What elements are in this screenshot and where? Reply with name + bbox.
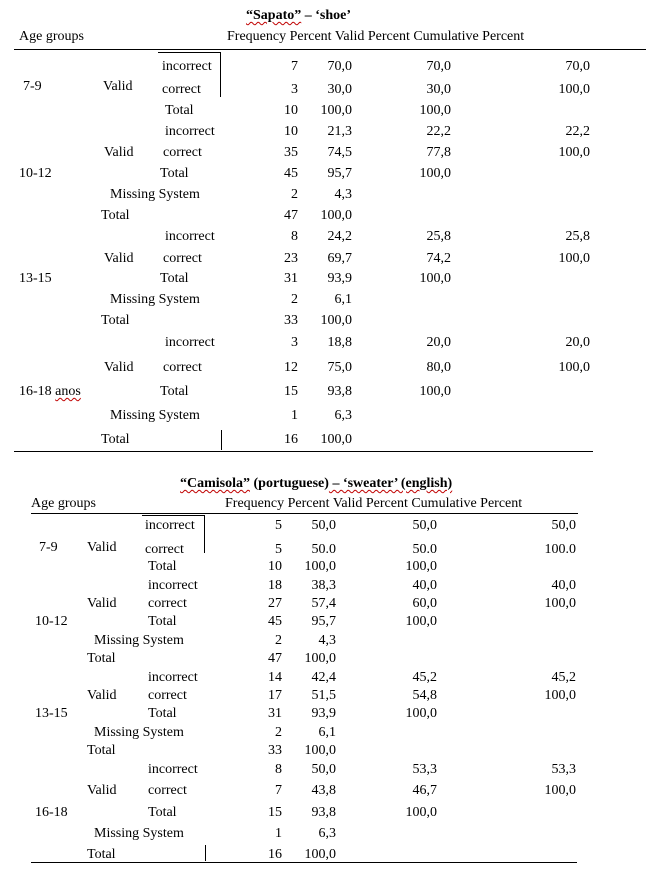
cumulative-percent-cell: 45,2: [551, 670, 576, 685]
category-label: Total: [148, 559, 177, 574]
valid-percent-cell: 80,0: [426, 360, 451, 375]
percent-cell: 100,0: [304, 559, 336, 574]
status-label: Total: [101, 208, 130, 223]
title-word: “Sapato”: [246, 8, 302, 23]
category-label: Missing System: [94, 633, 184, 648]
percent-cell: 38,3: [311, 578, 336, 593]
cumulative-percent-cell: 100,0: [558, 251, 590, 266]
frequency-cell: 5: [275, 518, 282, 533]
valid-percent-cell: 46,7: [412, 783, 437, 798]
percent-cell: 6,3: [318, 826, 336, 841]
valid-percent-cell: 100,0: [419, 271, 451, 286]
category-label: correct: [162, 82, 201, 97]
category-label: Total: [148, 614, 177, 629]
cell-divider: [220, 52, 221, 97]
cumulative-percent-cell: 22,2: [565, 124, 590, 139]
status-label: Total: [101, 313, 130, 328]
percent-cell: 4,3: [334, 187, 352, 202]
category-label: incorrect: [165, 229, 215, 244]
percent-cell: 100,0: [304, 743, 336, 758]
percent-cell: 95,7: [311, 614, 336, 629]
title-language: (portuguese): [250, 476, 329, 491]
valid-percent-cell: 54,8: [412, 688, 437, 703]
frequency-cell: 3: [291, 82, 298, 97]
status-label: Total: [87, 651, 116, 666]
category-label: incorrect: [145, 518, 195, 533]
status-label: Valid: [104, 145, 134, 160]
frequency-cell: 16: [284, 432, 298, 447]
table-title: [180, 476, 452, 492]
age-group-label: 10-12: [19, 166, 52, 181]
percent-cell: 93,8: [311, 805, 336, 820]
frequency-cell: 33: [268, 743, 282, 758]
valid-percent-cell: 100,0: [419, 384, 451, 399]
frequency-cell: 15: [284, 384, 298, 399]
frequency-cell: 16: [268, 847, 282, 862]
cumulative-percent-cell: 100,0: [558, 145, 590, 160]
valid-percent-cell: 22,2: [426, 124, 451, 139]
cumulative-percent-cell: 40,0: [551, 578, 576, 593]
frequency-cell: 47: [284, 208, 298, 223]
percent-cell: 100,0: [304, 847, 336, 862]
category-label: Total: [160, 166, 189, 181]
cumulative-percent-cell: 70,0: [565, 59, 590, 74]
bottom-rule: [14, 451, 593, 452]
frequency-cell: 12: [284, 360, 298, 375]
percent-cell: 69,7: [327, 251, 352, 266]
category-label: Missing System: [94, 826, 184, 841]
percent-cell: 21,3: [327, 124, 352, 139]
category-label: correct: [148, 596, 187, 611]
cumulative-percent-cell: 53,3: [551, 762, 576, 777]
percent-cell: 18,8: [327, 335, 352, 350]
percent-cell: 6,1: [334, 292, 352, 307]
title-translation: – ‘shoe’: [301, 8, 352, 23]
valid-percent-cell: 100,0: [419, 103, 451, 118]
category-label: correct: [148, 688, 187, 703]
cell-rule: [142, 515, 205, 516]
valid-percent-cell: 20,0: [426, 335, 451, 350]
percent-cell: 100,0: [320, 313, 352, 328]
category-label: Missing System: [110, 187, 200, 202]
percent-cell: 6,1: [318, 725, 336, 740]
category-label: incorrect: [148, 578, 198, 593]
category-label: incorrect: [148, 670, 198, 685]
valid-percent-cell: 50.0: [412, 542, 437, 557]
valid-percent-cell: 77,8: [426, 145, 451, 160]
category-label: correct: [163, 360, 202, 375]
header-rule: [31, 513, 578, 514]
status-label: Valid: [87, 596, 117, 611]
age-group-label: 13-15: [35, 706, 68, 721]
frequency-cell: 2: [275, 633, 282, 648]
table-title: [246, 8, 351, 24]
cumulative-percent-cell: 100,0: [544, 783, 576, 798]
frequency-cell: 8: [275, 762, 282, 777]
age-group-label: 7-9: [39, 540, 58, 555]
category-label: correct: [145, 542, 184, 557]
column-headers: Frequency Percent Valid Percent Cumulative Percent: [225, 496, 523, 511]
frequency-cell: 45: [268, 614, 282, 629]
valid-percent-cell: 100,0: [419, 166, 451, 181]
frequency-cell: 10: [284, 103, 298, 118]
valid-percent-cell: 100,0: [405, 559, 437, 574]
percent-cell: 95,7: [327, 166, 352, 181]
frequency-cell: 27: [268, 596, 282, 611]
status-label: Total: [101, 432, 130, 447]
category-label: Missing System: [110, 292, 200, 307]
percent-cell: 70,0: [327, 59, 352, 74]
age-group-label: 7-9: [23, 79, 42, 94]
category-label: Total: [160, 271, 189, 286]
frequency-cell: 2: [275, 725, 282, 740]
age-groups-header: Age groups: [31, 496, 96, 511]
status-label: Valid: [87, 783, 117, 798]
frequency-cell: 7: [275, 783, 282, 798]
percent-cell: 43,8: [311, 783, 336, 798]
frequency-cell: 31: [268, 706, 282, 721]
percent-cell: 42,4: [311, 670, 336, 685]
valid-percent-cell: 74,2: [426, 251, 451, 266]
valid-percent-cell: 53,3: [412, 762, 437, 777]
valid-percent-cell: 50,0: [412, 518, 437, 533]
frequency-cell: 45: [284, 166, 298, 181]
category-label: Total: [148, 706, 177, 721]
category-label: Total: [165, 103, 194, 118]
valid-percent-cell: 60,0: [412, 596, 437, 611]
frequency-cell: 31: [284, 271, 298, 286]
valid-percent-cell: 25,8: [426, 229, 451, 244]
status-label: Valid: [104, 251, 134, 266]
percent-cell: 24,2: [327, 229, 352, 244]
percent-cell: 75,0: [327, 360, 352, 375]
category-label: incorrect: [148, 762, 198, 777]
status-label: Valid: [104, 360, 134, 375]
valid-percent-cell: 45,2: [412, 670, 437, 685]
category-label: Total: [160, 384, 189, 399]
cumulative-percent-cell: 50,0: [551, 518, 576, 533]
cumulative-percent-cell: 100.0: [544, 542, 576, 557]
cumulative-percent-cell: 100,0: [544, 688, 576, 703]
percent-cell: 100,0: [304, 651, 336, 666]
category-label: correct: [163, 251, 202, 266]
status-label: Total: [87, 847, 116, 862]
frequency-cell: 7: [291, 59, 298, 74]
age-group-label: 16-18: [35, 805, 68, 820]
category-label: Total: [148, 805, 177, 820]
status-label: Total: [87, 743, 116, 758]
frequency-cell: 8: [291, 229, 298, 244]
frequency-cell: 47: [268, 651, 282, 666]
frequency-cell: 23: [284, 251, 298, 266]
valid-percent-cell: 30,0: [426, 82, 451, 97]
frequency-cell: 35: [284, 145, 298, 160]
cumulative-percent-cell: 100,0: [558, 360, 590, 375]
percent-cell: 50,0: [311, 762, 336, 777]
cell-divider: [205, 845, 206, 861]
valid-percent-cell: 70,0: [426, 59, 451, 74]
percent-cell: 100,0: [320, 432, 352, 447]
cumulative-percent-cell: 100,0: [544, 596, 576, 611]
category-label: incorrect: [162, 59, 212, 74]
category-label: incorrect: [165, 124, 215, 139]
age-group-label: 10-12: [35, 614, 68, 629]
header-rule: [14, 49, 646, 50]
cumulative-percent-cell: 100,0: [558, 82, 590, 97]
percent-cell: 50.0: [311, 542, 336, 557]
valid-percent-cell: 100,0: [405, 805, 437, 820]
frequency-cell: 14: [268, 670, 282, 685]
percent-cell: 50,0: [311, 518, 336, 533]
percent-cell: 6,3: [334, 408, 352, 423]
status-label: Valid: [87, 540, 117, 555]
status-label: Valid: [87, 688, 117, 703]
status-label: Valid: [103, 79, 133, 94]
cumulative-percent-cell: 20,0: [565, 335, 590, 350]
cell-divider: [221, 430, 222, 450]
percent-cell: 93,9: [327, 271, 352, 286]
category-label: correct: [163, 145, 202, 160]
age-group-label: 13-15: [19, 271, 52, 286]
frequency-cell: 10: [268, 559, 282, 574]
cell-divider: [204, 515, 205, 553]
category-label: incorrect: [165, 335, 215, 350]
title-translation: – ‘sweater’ (english): [328, 476, 453, 491]
cumulative-percent-cell: 25,8: [565, 229, 590, 244]
frequency-cell: 5: [275, 542, 282, 557]
percent-cell: 100,0: [320, 103, 352, 118]
column-headers: Frequency Percent Valid Percent Cumulative Percent: [227, 29, 525, 44]
percent-cell: 74,5: [327, 145, 352, 160]
valid-percent-cell: 100,0: [405, 706, 437, 721]
percent-cell: 30,0: [327, 82, 352, 97]
percent-cell: 100,0: [320, 208, 352, 223]
cell-rule: [158, 52, 221, 53]
frequency-cell: 33: [284, 313, 298, 328]
frequency-cell: 2: [291, 187, 298, 202]
frequency-cell: 1: [291, 408, 298, 423]
frequency-cell: 1: [275, 826, 282, 841]
frequency-cell: 17: [268, 688, 282, 703]
percent-cell: 57,4: [311, 596, 336, 611]
title-word: “Camisola”: [180, 476, 250, 491]
frequency-cell: 18: [268, 578, 282, 593]
valid-percent-cell: 40,0: [412, 578, 437, 593]
percent-cell: 51,5: [311, 688, 336, 703]
age-group-label: 16-18 anos: [19, 384, 81, 399]
percent-cell: 93,9: [311, 706, 336, 721]
frequency-cell: 2: [291, 292, 298, 307]
category-label: correct: [148, 783, 187, 798]
category-label: Missing System: [110, 408, 200, 423]
percent-cell: 4,3: [318, 633, 336, 648]
frequency-cell: 10: [284, 124, 298, 139]
percent-cell: 93,8: [327, 384, 352, 399]
age-groups-header: Age groups: [19, 29, 84, 44]
frequency-cell: 3: [291, 335, 298, 350]
category-label: Missing System: [94, 725, 184, 740]
frequency-cell: 15: [268, 805, 282, 820]
valid-percent-cell: 100,0: [405, 614, 437, 629]
